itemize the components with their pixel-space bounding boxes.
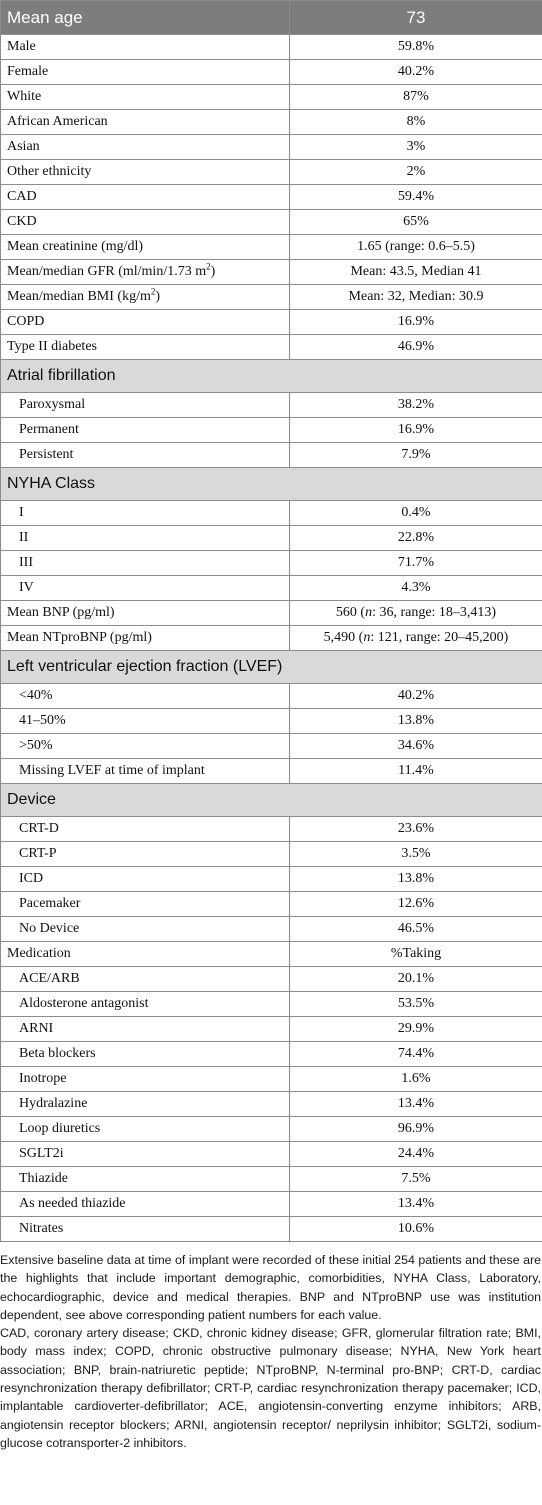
lvef-group xyxy=(1,684,542,784)
row-value: 20.1% xyxy=(290,967,542,992)
row-label: CRT-P xyxy=(1,842,290,867)
section-title: NYHA Class xyxy=(1,468,542,501)
row-value: 29.9% xyxy=(290,1017,542,1042)
table-row xyxy=(1,85,542,110)
gfr-label-sup: 2 xyxy=(206,261,211,272)
row-label: Male xyxy=(1,35,290,60)
row-value: 0.4% xyxy=(290,501,542,526)
row-value: 16.9% xyxy=(290,418,542,443)
table-row xyxy=(1,601,542,626)
row-value: 1.6% xyxy=(290,1067,542,1092)
row-label: Missing LVEF at time of implant xyxy=(1,759,290,784)
row-label: Beta blockers xyxy=(1,1042,290,1067)
row-value: 4.3% xyxy=(290,576,542,601)
table-row xyxy=(1,526,542,551)
table-row xyxy=(1,992,542,1017)
header-value: 73 xyxy=(290,1,542,35)
row-value: 13.4% xyxy=(290,1092,542,1117)
table-row xyxy=(1,1042,542,1067)
row-value: 46.5% xyxy=(290,917,542,942)
table-row xyxy=(1,185,542,210)
table-row xyxy=(1,709,542,734)
section-header-device xyxy=(1,784,542,817)
row-label: Nitrates xyxy=(1,1217,290,1242)
row-value: 3.5% xyxy=(290,842,542,867)
table-row xyxy=(1,135,542,160)
row-value xyxy=(290,601,542,626)
row-value: 65% xyxy=(290,210,542,235)
table-row xyxy=(1,892,542,917)
row-label: Female xyxy=(1,60,290,85)
ntprobnp-n-symbol: n xyxy=(363,630,371,645)
row-value: 40.2% xyxy=(290,60,542,85)
medication-header-row xyxy=(1,942,542,967)
row-value: 11.4% xyxy=(290,759,542,784)
table-row xyxy=(1,1167,542,1192)
table-row xyxy=(1,443,542,468)
table-row xyxy=(1,867,542,892)
row-value: 38.2% xyxy=(290,393,542,418)
row-value: 1.65 (range: 0.6–5.5) xyxy=(290,235,542,260)
row-label xyxy=(1,285,290,310)
section-header-lvef xyxy=(1,651,542,684)
row-value: 12.6% xyxy=(290,892,542,917)
row-value: 7.5% xyxy=(290,1167,542,1192)
ntprobnp-value-pre: 5,490 ( xyxy=(323,630,364,645)
row-value: 74.4% xyxy=(290,1042,542,1067)
table-row xyxy=(1,817,542,842)
table-row xyxy=(1,1092,542,1117)
atrial-fibrillation-group xyxy=(1,393,542,468)
row-label: African American xyxy=(1,110,290,135)
section-header-nyha-class xyxy=(1,468,542,501)
row-label: Loop diuretics xyxy=(1,1117,290,1142)
row-value: 40.2% xyxy=(290,684,542,709)
row-label: II xyxy=(1,526,290,551)
row-value: 13.8% xyxy=(290,709,542,734)
bnp-n-symbol: n xyxy=(365,605,373,620)
row-label: COPD xyxy=(1,310,290,335)
row-label: Mean creatinine (mg/dl) xyxy=(1,235,290,260)
table-row xyxy=(1,501,542,526)
gfr-label: Mean/median GFR (ml/min/1.73 m xyxy=(7,264,207,279)
row-value: %Taking xyxy=(290,942,542,967)
row-value: Mean: 32, Median: 30.9 xyxy=(290,285,542,310)
header-label: Mean age xyxy=(1,1,290,35)
row-value: 13.4% xyxy=(290,1192,542,1217)
table-row xyxy=(1,285,542,310)
row-value: 96.9% xyxy=(290,1117,542,1142)
table-row xyxy=(1,1142,542,1167)
row-label: SGLT2i xyxy=(1,1142,290,1167)
ntprobnp-value-post: : 121, range: 20–45,200) xyxy=(370,630,509,645)
row-label: As needed thiazide xyxy=(1,1192,290,1217)
table-header-row xyxy=(1,1,542,35)
row-value: 22.8% xyxy=(290,526,542,551)
row-label: Pacemaker xyxy=(1,892,290,917)
row-label xyxy=(1,260,290,285)
row-label: ARNI xyxy=(1,1017,290,1042)
demographics-group xyxy=(1,35,542,260)
row-label: CAD xyxy=(1,185,290,210)
table-row xyxy=(1,626,542,651)
table-row xyxy=(1,759,542,784)
row-label: White xyxy=(1,85,290,110)
row-value: Mean: 43.5, Median 41 xyxy=(290,260,542,285)
row-value: 53.5% xyxy=(290,992,542,1017)
row-label: Type II diabetes xyxy=(1,335,290,360)
table-footnotes xyxy=(0,1242,542,1452)
row-value: 59.4% xyxy=(290,185,542,210)
row-value: 13.8% xyxy=(290,867,542,892)
row-value: 16.9% xyxy=(290,310,542,335)
table-row xyxy=(1,418,542,443)
table-row xyxy=(1,1217,542,1242)
row-label: Medication xyxy=(1,942,290,967)
footnote-description: Extensive baseline data at time of implant were recorded of these initial 254 patients and these are the highlights that include important demographic, comorbidities, NYHA Class, Laboratory, echocardiographic, device and medical therapies. BNP and NTproBNP use was institution dependent, see above corresponding patient numbers for each value. xyxy=(0,1253,541,1322)
table-row xyxy=(1,551,542,576)
medication-group xyxy=(1,967,542,1242)
section-title: Atrial fibrillation xyxy=(1,360,542,393)
table-row xyxy=(1,310,542,335)
bmi-label-close: ) xyxy=(155,289,161,304)
row-value: 24.4% xyxy=(290,1142,542,1167)
row-label: CRT-D xyxy=(1,817,290,842)
table-row xyxy=(1,210,542,235)
row-label: >50% xyxy=(1,734,290,759)
table-row xyxy=(1,235,542,260)
row-label: <40% xyxy=(1,684,290,709)
table-row xyxy=(1,1192,542,1217)
table-row xyxy=(1,576,542,601)
row-value: 71.7% xyxy=(290,551,542,576)
row-value: 34.6% xyxy=(290,734,542,759)
row-label: Aldosterone antagonist xyxy=(1,992,290,1017)
row-value: 23.6% xyxy=(290,817,542,842)
row-value: 8% xyxy=(290,110,542,135)
table-row xyxy=(1,110,542,135)
row-value: 46.9% xyxy=(290,335,542,360)
row-label: Mean BNP (pg/ml) xyxy=(1,601,290,626)
table-row xyxy=(1,35,542,60)
row-label: Permanent xyxy=(1,418,290,443)
gfr-label-close: ) xyxy=(210,264,216,279)
row-label: III xyxy=(1,551,290,576)
table-row xyxy=(1,684,542,709)
section-title: Left ventricular ejection fraction (LVEF) xyxy=(1,651,542,684)
table-row xyxy=(1,260,542,285)
section-title: Device xyxy=(1,784,542,817)
bmi-label-sup: 2 xyxy=(150,286,156,297)
row-label: Other ethnicity xyxy=(1,160,290,185)
footnote-abbreviations: CAD, coronary artery disease; CKD, chronic kidney disease; GFR, glomerular filtration rate; BMI, body mass index; COPD, chronic obstructive pulmonary disease; NYHA, New York heart association; BNP, brain-natriuretic peptide; NTproBNP, N-terminal pro-BNP; CRT-D, cardiac resynchronization therapy defibrillator; CRT-P, cardiac resynchronization therapy pacemaker; ICD, implantable cardioverter-defibrillator; ACE, angiotensin-converting enzyme inhibitors; ARB, angiotensin receptor blockers; ARNI, angiotensin receptor/ neprilysin inhibitor; SGLT2i, sodium-glucose cotransporter-2 inhibitors. xyxy=(0,1326,541,1450)
row-label: ICD xyxy=(1,867,290,892)
row-value: 59.8% xyxy=(290,35,542,60)
table-row xyxy=(1,967,542,992)
row-label: 41–50% xyxy=(1,709,290,734)
section-header-atrial-fibrillation xyxy=(1,360,542,393)
comorbidities-group xyxy=(1,310,542,360)
table-row xyxy=(1,60,542,85)
table-row xyxy=(1,1067,542,1092)
row-label: Mean NTproBNP (pg/ml) xyxy=(1,626,290,651)
nyha-class-group xyxy=(1,501,542,601)
row-label: Asian xyxy=(1,135,290,160)
table-row xyxy=(1,160,542,185)
row-value: 3% xyxy=(290,135,542,160)
row-value: 2% xyxy=(290,160,542,185)
row-label: Hydralazine xyxy=(1,1092,290,1117)
table-row xyxy=(1,335,542,360)
row-label: IV xyxy=(1,576,290,601)
table-row xyxy=(1,1117,542,1142)
row-label: ACE/ARB xyxy=(1,967,290,992)
row-label: Inotrope xyxy=(1,1067,290,1092)
row-label: I xyxy=(1,501,290,526)
table-row xyxy=(1,734,542,759)
row-value xyxy=(290,626,542,651)
bnp-value-post: : 36, range: 18–3,413) xyxy=(372,605,497,620)
row-value: 87% xyxy=(290,85,542,110)
table-row xyxy=(1,917,542,942)
device-group xyxy=(1,817,542,942)
row-label: CKD xyxy=(1,210,290,235)
row-label: Thiazide xyxy=(1,1167,290,1192)
row-label: Persistent xyxy=(1,443,290,468)
row-value: 10.6% xyxy=(290,1217,542,1242)
table-row xyxy=(1,1017,542,1042)
bmi-label: Mean/median BMI (kg/m xyxy=(7,289,151,304)
bnp-value-pre: 560 ( xyxy=(335,605,366,620)
table-row xyxy=(1,393,542,418)
row-value: 7.9% xyxy=(290,443,542,468)
row-label: Paroxysmal xyxy=(1,393,290,418)
table-row xyxy=(1,842,542,867)
row-label: No Device xyxy=(1,917,290,942)
